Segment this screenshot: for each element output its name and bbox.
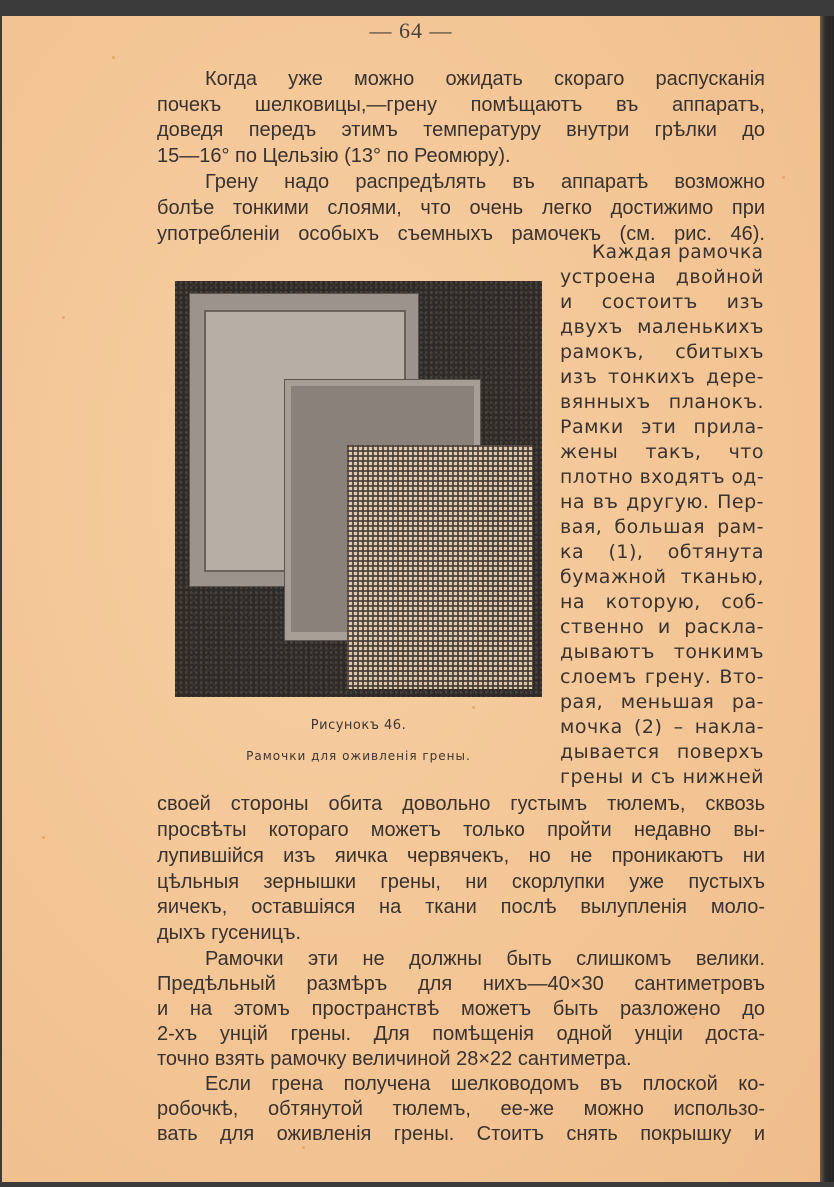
side-text-line: Рамки эти прила- bbox=[560, 416, 764, 438]
text-line: Рамочки эти не должны быть слишкомъ велики. bbox=[205, 948, 765, 970]
text-line: 2-хъ унцій грены. Для помѣщенія одной унціи доста- bbox=[157, 1023, 765, 1045]
paper-speck bbox=[472, 706, 475, 709]
text-line: Предѣльный размѣръ для нихъ—40×30 сантиметровъ bbox=[157, 973, 765, 995]
side-text-line: слоемъ грену. Вто- bbox=[560, 666, 764, 688]
side-text-line: двухъ маленькихъ bbox=[560, 316, 764, 338]
side-text-line: и состоитъ изъ bbox=[560, 291, 764, 313]
side-text-line: изъ тонкихъ дере- bbox=[560, 366, 764, 388]
page-number: — 64 — bbox=[369, 18, 453, 43]
side-text-line: вая, большая рам- bbox=[560, 516, 764, 538]
figure-photo-frames bbox=[175, 281, 542, 697]
side-text-line: Каждая рамочка bbox=[592, 241, 764, 263]
side-text-line: на которую, соб- bbox=[560, 591, 764, 613]
side-text-line: рамокъ, сбитыхъ bbox=[560, 341, 764, 363]
side-text-line: устроена двойной bbox=[560, 266, 764, 288]
side-text-line: дывается поверхъ bbox=[560, 741, 764, 763]
text-line: своей стороны обита довольно густымъ тюлемъ, сквозь bbox=[157, 793, 765, 815]
figure-caption-text: Рамочки для оживленія грены. bbox=[246, 749, 471, 763]
text-line: вать для оживленія грены. Стоитъ снять покрышку и bbox=[157, 1123, 765, 1145]
book-spine-shadow bbox=[820, 16, 834, 1182]
text-line: точно взять рамочку величиной 28×22 сантиметра. bbox=[157, 1048, 632, 1070]
text-line: доведя передъ этимъ температуру внутри грѣлки до bbox=[157, 119, 765, 141]
text-line: употребленіи особыхъ съемныхъ рамочекъ (см. рис. 46). bbox=[157, 223, 765, 245]
side-text-line: бумажной тканью, bbox=[560, 566, 764, 588]
text-line: просвѣты котораго можетъ только пройти недавно вы- bbox=[157, 819, 765, 841]
tulle-mesh bbox=[347, 445, 533, 689]
text-line: Если грена получена шелководомъ въ плоской ко- bbox=[205, 1073, 765, 1095]
figure-caption-title: Рисунокъ 46. bbox=[310, 718, 407, 733]
text-line: цѣльныя зернышки грены, ни скорлупки уже пустыхъ bbox=[157, 871, 765, 893]
side-text-line: на въ другую. Пер- bbox=[560, 491, 764, 513]
paper-speck bbox=[302, 1146, 305, 1149]
side-text-line: ка (1), обтянута bbox=[560, 541, 764, 563]
text-line: Грену надо распредѣлять въ аппаратѣ возможно bbox=[205, 171, 765, 193]
side-text-line: дываютъ тонкимъ bbox=[560, 641, 764, 663]
side-text-line: вянныхъ планокъ. bbox=[560, 391, 764, 413]
side-text-line: грены и съ нижней bbox=[560, 766, 764, 788]
text-line: дыхъ гусеницъ. bbox=[157, 922, 302, 944]
book-page bbox=[2, 16, 820, 1182]
side-text-line: рая, меньшая ра- bbox=[560, 691, 764, 713]
text-line: болѣе тонкими слоями, что очень легко достижимо при bbox=[157, 197, 765, 219]
side-text-line: мочка (2) – накла- bbox=[560, 716, 764, 738]
text-line: лупившійся изъ яичка червячекъ, но не проникаютъ ни bbox=[157, 845, 765, 867]
paper-speck bbox=[42, 836, 45, 839]
text-line: Когда уже можно ожидать скораго распусканія bbox=[205, 68, 765, 90]
side-text-line: ственно и раскла- bbox=[560, 616, 764, 638]
paper-speck bbox=[112, 56, 115, 59]
paper-speck bbox=[782, 176, 785, 179]
text-line: 15—16° по Цельзію (13° по Реомюру). bbox=[157, 145, 511, 167]
text-line: яичекъ, оставшіяся на ткани послѣ вылупленія моло- bbox=[157, 896, 765, 918]
paper-speck bbox=[62, 316, 65, 319]
side-text-line: жены такъ, что bbox=[560, 441, 764, 463]
text-line: почекъ шелковицы,—грену помѣщаютъ въ аппаратъ, bbox=[157, 94, 765, 116]
side-text-line: плотно входятъ од- bbox=[560, 466, 765, 488]
text-line: робочкѣ, обтянутой тюлемъ, ее-же можно использо- bbox=[157, 1098, 765, 1120]
text-line: и на этомъ пространствѣ можетъ быть разложено до bbox=[157, 998, 765, 1020]
